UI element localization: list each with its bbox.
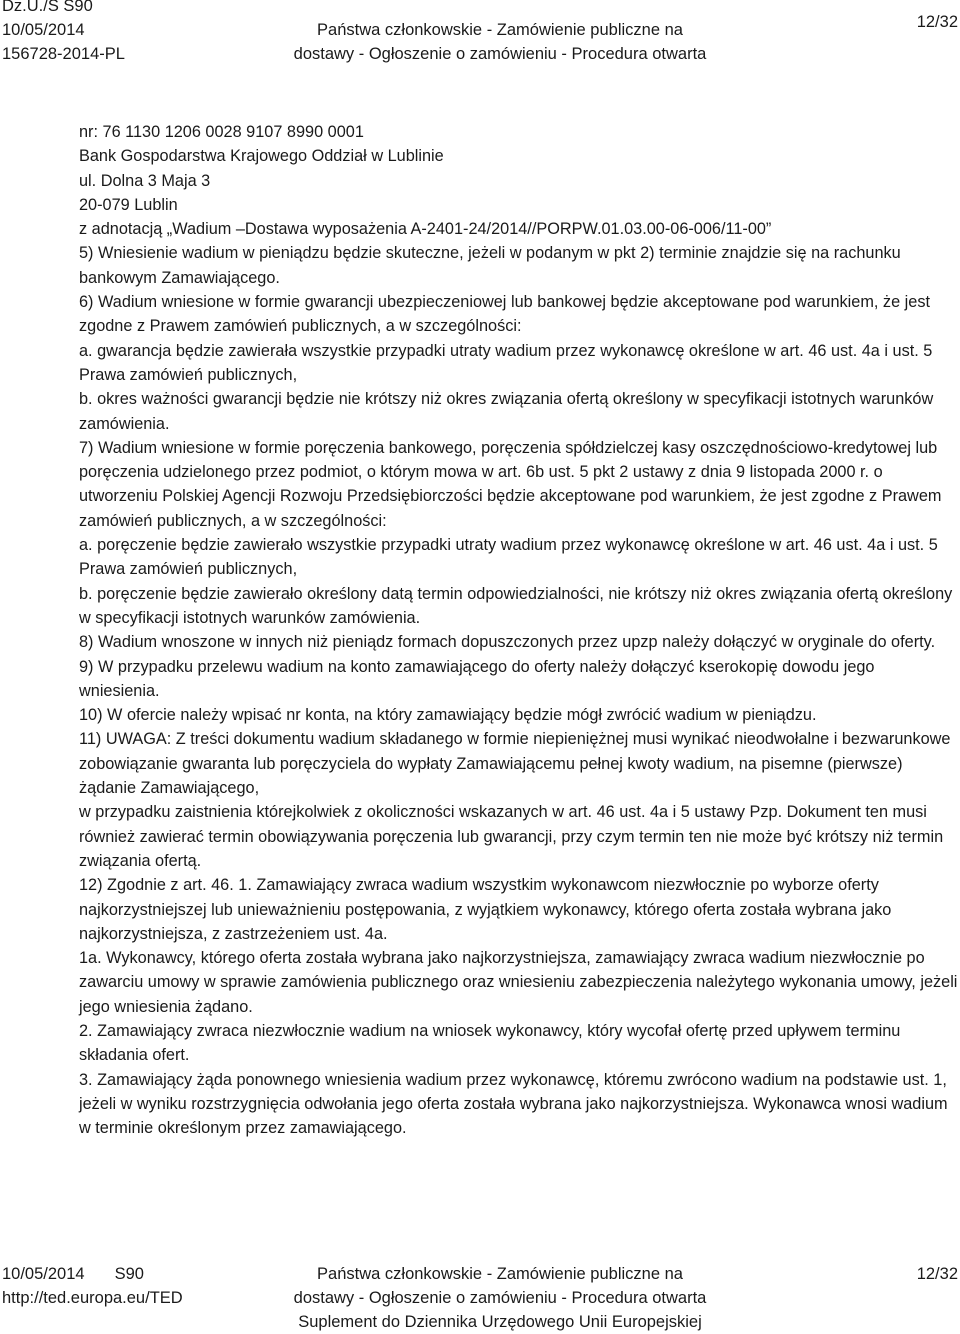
footer-url[interactable]: http://ted.europa.eu/TED [2,1289,183,1307]
document-body [79,120,959,1140]
footer-page-number: 12/32 [916,1265,958,1283]
paragraph: 3. Zamawiający żąda ponownego wniesienia wadium przez wykonawcę, któremu zwrócono wadium na podstawie ust. 1, jeżeli w wyniku rozstrzygnięcia odwołania jego oferta została wybrana jako najkorzystniejsza. Wykonawca wnosi wadium w terminie określonym przez zamawiającego. [79,1070,948,1138]
header-journal-ref: Dz.U./S S90 [2,0,93,15]
paragraph: ul. Dolna 3 Maja 3 [79,171,211,190]
paragraph: 5) Wniesienie wadium w pieniądzu będzie skuteczne, jeżeli w podanym w pkt 2) terminie znajdzie się na rachunku bankowym Zamawiającego. [79,244,901,287]
footer-title-line-2: dostawy - Ogłoszenie o zamówieniu - Procedura otwarta [293,1289,707,1307]
paragraph: 6) Wadium wniesione w formie gwarancji ubezpieczeniowej lub bankowej będzie akceptowane pod warunkiem, że jest zgodne z Prawem zamówień publicznych, a w szczególności: [79,293,930,336]
header-notice-id: 156728-2014-PL [2,45,125,63]
paragraph: 11) UWAGA: Z treści dokumentu wadium składanego w formie niepieniężnej musi wynikać nieodwołalne i bezwarunkowe zobowiązanie gwaranta lub poręczyciela do wypłaty Zamawiającemu pełnej kwoty wadium, na pisemne (pierwsze) żądanie Zamawiającego, [79,730,951,798]
paragraph: 8) Wadium wnoszone w innych niż pieniądz formach dopuszczonych przez upzp należy dołączyć w oryginale do oferty. [79,633,936,652]
header-date: 10/05/2014 [2,21,85,39]
header-title-line-2: dostawy - Ogłoszenie o zamówieniu - Procedura otwarta [293,45,707,63]
header-title-line-1: Państwa członkowskie - Zamówienie publiczne na [317,21,683,39]
paragraph: 1a. Wykonawcy, którego oferta została wybrana jako najkorzystniejsza, zamawiający zwraca wadium niezwłocznie po zawarciu umowy w sprawie zamówienia publicznego oraz wniesieniu zabezpieczenia należytego wykonania umowy, jeżeli jego wniesienia żądano. [79,949,958,1016]
footer-title-line-1: Państwa członkowskie - Zamówienie publiczne na [317,1265,683,1283]
paragraph: 20-079 Lublin [79,195,178,214]
footer-title-line-3: Suplement do Dziennika Urzędowego Unii Europejskiej [298,1313,702,1331]
paragraph: w przypadku zaistnienia którejkolwiek z okoliczności wskazanych w art. 46 ust. 4a i 5 ustawy Pzp. Dokument ten musi również zawierać termin obowiązywania poręczenia lub gwarancji, przy czym termin ten nie może być krótszy niż termin związania ofertą. [79,803,944,870]
paragraph: a. gwarancja będzie zawierała wszystkie przypadki utraty wadium przez wykonawcę określone w art. 46 ust. 4a i ust. 5 Prawa zamówień publicznych, [79,341,933,384]
paragraph: 10) W ofercie należy wpisać nr konta, na który zamawiający będzie mógł zwrócić wadium w pieniądzu. [79,706,817,725]
paragraph: nr: 76 1130 1206 0028 9107 8990 0001 [79,123,364,141]
paragraph: 9) W przypadku przelewu wadium na konto zamawiającego do oferty należy dołączyć kserokopię dowodu jego wniesienia. [79,657,875,700]
paragraph: b. okres ważności gwarancji będzie nie krótszy niż okres związania ofertą określony w specyfikacji istotnych warunków zamówienia. [79,390,934,433]
header-title [0,0,960,66]
footer-title [0,1262,960,1334]
footer-date: 10/05/2014 [2,1265,85,1283]
header-page-number: 12/32 [916,13,958,31]
paragraph: 12) Zgodnie z art. 46. 1. Zamawiający zwraca wadium wszystkim wykonawcom niezwłocznie po wyborze oferty najkorzystniejszej lub unieważnieniu postępowania, z wyjątkiem wykonawcy, którego oferta została wybrana jako najkorzystniejsza, z zastrzeżeniem ust. 4a. [79,876,892,943]
paragraph: b. poręczenie będzie zawierało określony datą termin odpowiedzialności, nie krótszy niż okres związania ofertą określony w specyfikacji istotnych warunków zamówienia. [79,584,953,627]
paragraph: z adnotacją „Wadium –Dostawa wyposażenia A-2401-24/2014//PORPW.01.03.00-06-006/11-00” [79,220,772,239]
paragraph: Bank Gospodarstwa Krajowego Oddział w Lublinie [79,147,444,166]
footer-series: S90 [114,1265,144,1283]
paragraph: 2. Zamawiający zwraca niezwłocznie wadium na wniosek wykonawcy, który wycofał ofertę przed upływem terminu składania ofert. [79,1021,901,1065]
paragraph: a. poręczenie będzie zawierało wszystkie przypadki utraty wadium przez wykonawcę określone w art. 46 ust. 4a i ust. 5 Prawa zamówień publicznych, [79,536,938,579]
paragraph: 7) Wadium wniesione w formie poręczenia bankowego, poręczenia spółdzielczej kasy oszczędnościowo-kredytowej lub poręczenia udzielonego przez podmiot, o którym mowa w art. 6b ust. 5 pkt 2 ustawy z dnia 9 listopada 2000 r. o utworzeniu Polskiej Agencji Rozwoju Przedsiębiorczości będzie akceptowane pod warunkiem, że jest zgodne z Prawem zamówień publicznych, a w szczególności: [79,438,942,530]
